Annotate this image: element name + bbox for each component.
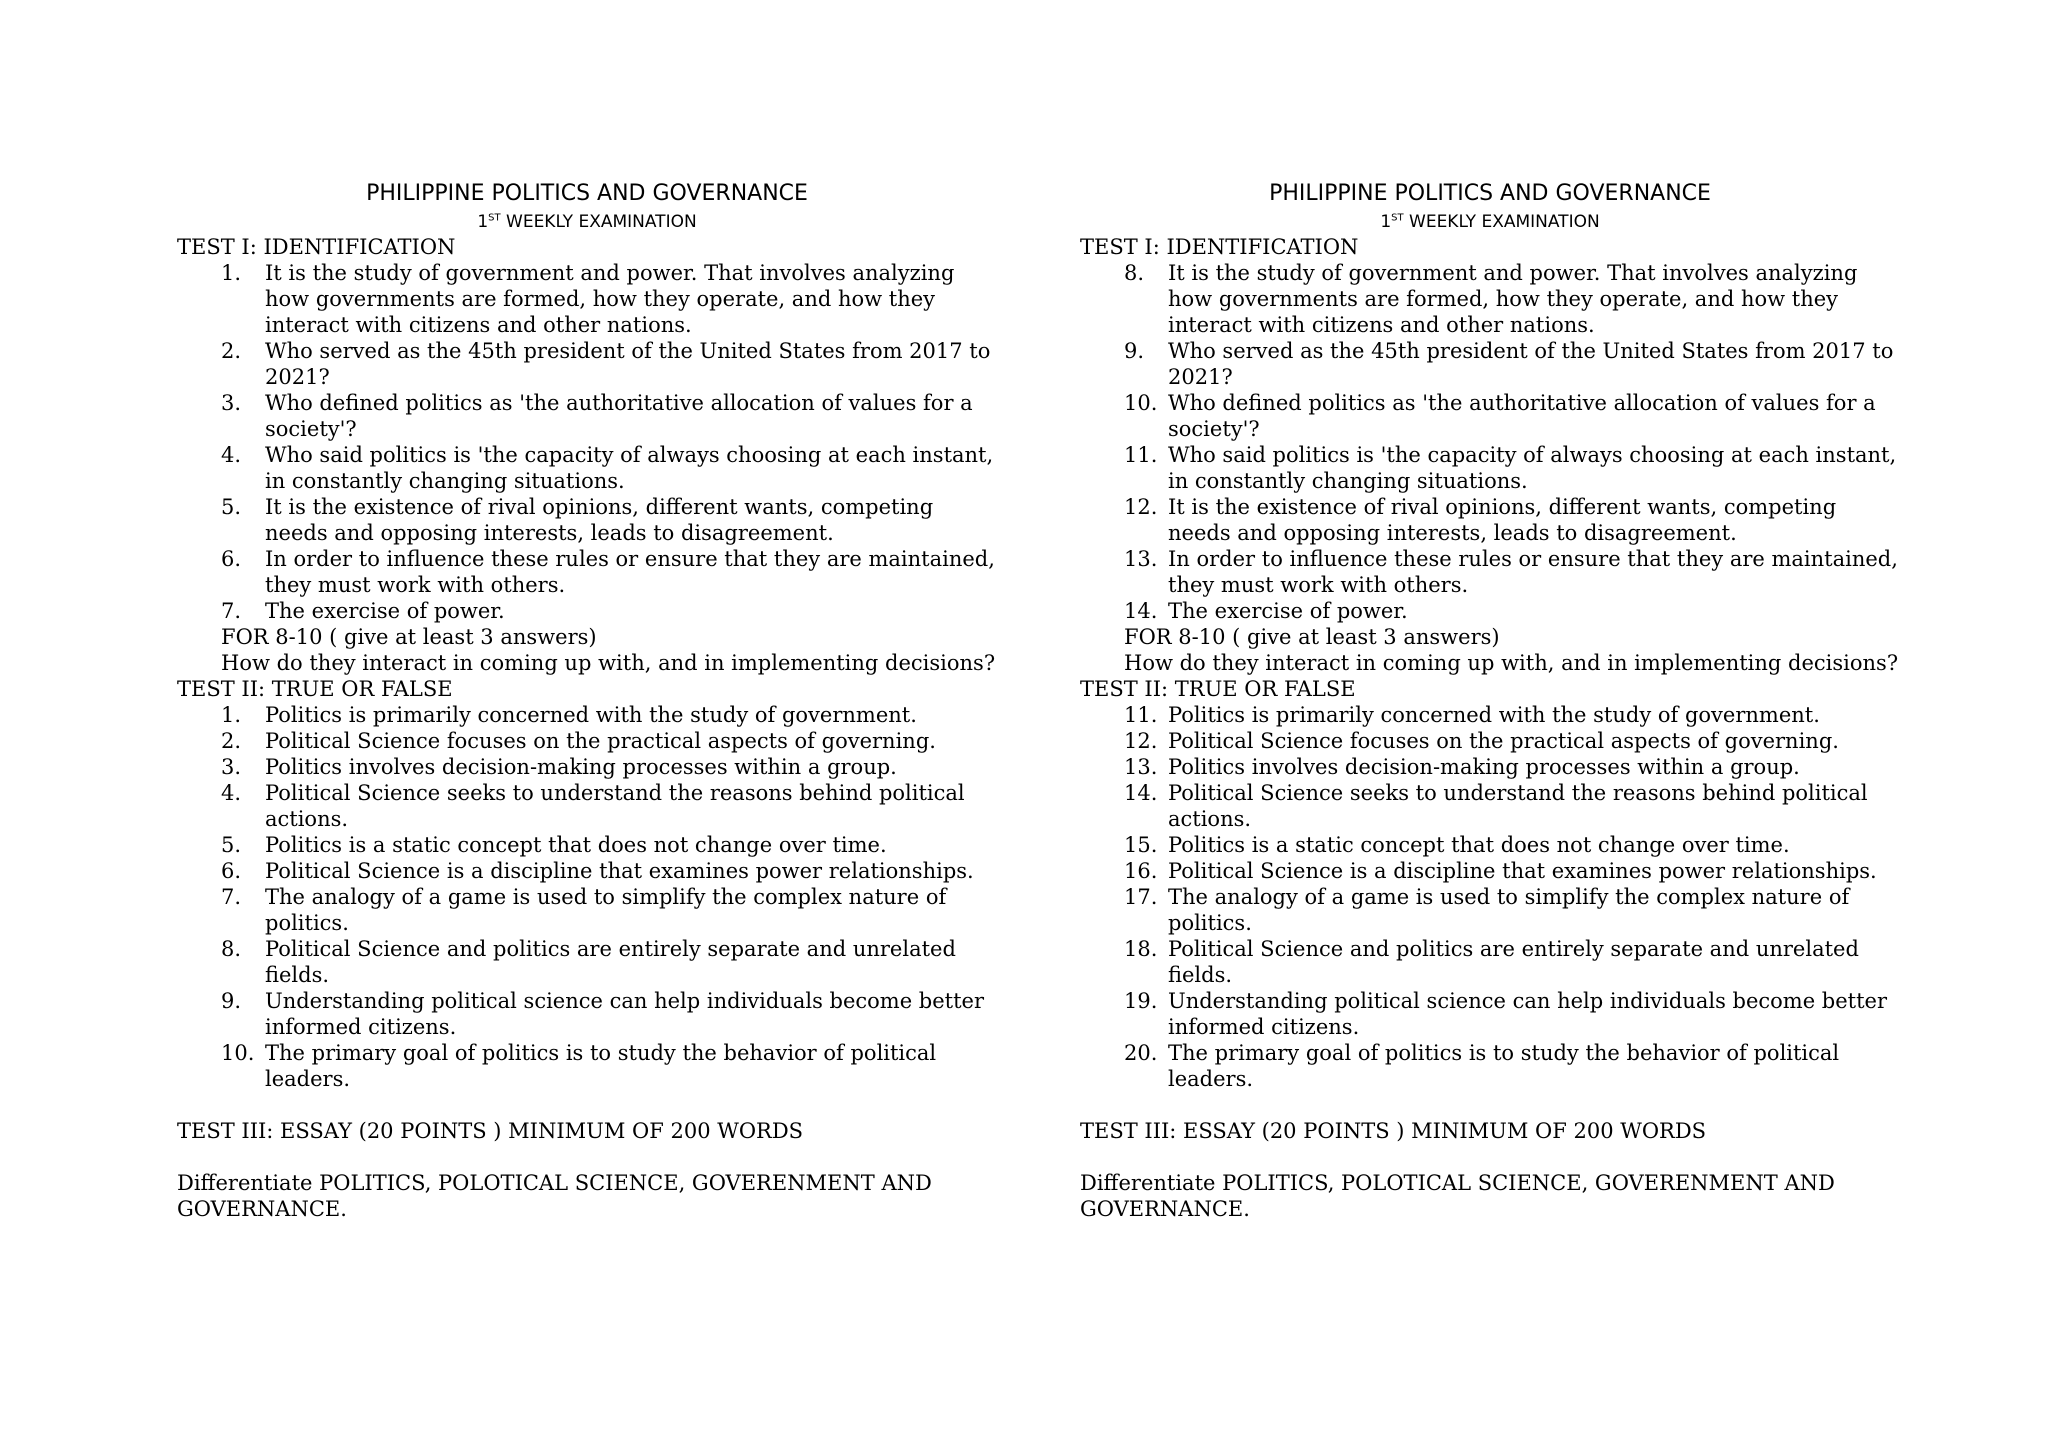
- list-item: [1080, 494, 1900, 546]
- test1-list: [1080, 260, 1900, 624]
- item-text: It is the existence of rival opinions, different wants, competing needs and opposing interests, leads to disagreement.: [265, 495, 934, 545]
- header: [1080, 178, 1900, 234]
- list-item: [1080, 780, 1900, 832]
- test3-prompt: Differentiate POLITICS, POLOTICAL SCIENCE, GOVERENMENT AND GOVERNANCE.: [1080, 1171, 1835, 1221]
- list-item: [1080, 884, 1900, 936]
- subtitle-superscript: ST: [488, 212, 501, 224]
- item-number: 11.: [1124, 443, 1158, 467]
- item-number: 14.: [1124, 599, 1158, 623]
- spacer: [177, 1092, 997, 1118]
- list-item: [1080, 1040, 1900, 1092]
- exam-title: PHILIPPINE POLITICS AND GOVERNANCE: [366, 181, 808, 206]
- item-number: 6.: [221, 859, 242, 883]
- list-item: [1080, 546, 1900, 598]
- header: [177, 178, 997, 234]
- item-text: Political Science seeks to understand the reasons behind political actions.: [1168, 781, 1868, 831]
- item-text: Political Science seeks to understand the reasons behind political actions.: [265, 781, 965, 831]
- item-number: 19.: [1124, 989, 1158, 1013]
- item-number: 7.: [221, 885, 242, 909]
- subtitle-number: 1: [1380, 212, 1392, 232]
- item-text: The analogy of a game is used to simplify the complex nature of politics.: [265, 885, 947, 935]
- subtitle-text: WEEKLY EXAMINATION: [1403, 212, 1600, 232]
- item-text: Who served as the 45th president of the United States from 2017 to 2021?: [265, 339, 991, 389]
- item-number: 8.: [221, 937, 242, 961]
- item-number: 4.: [221, 443, 242, 467]
- list-item: [177, 1040, 997, 1092]
- test3-prompt: Differentiate POLITICS, POLOTICAL SCIENCE, GOVERENMENT AND GOVERNANCE.: [177, 1171, 932, 1221]
- item-text: Politics is primarily concerned with the study of government.: [265, 703, 917, 727]
- item-text: Political Science focuses on the practical aspects of governing.: [1168, 729, 1839, 753]
- list-item: [1080, 702, 1900, 728]
- item-number: 10.: [1124, 391, 1158, 415]
- list-item: [1080, 338, 1900, 390]
- test2-list: [1080, 702, 1900, 1092]
- item-text: The exercise of power.: [265, 599, 505, 623]
- item-text: Understanding political science can help individuals become better informed citizens.: [1168, 989, 1888, 1039]
- test1-note: FOR 8-10 ( give at least 3 answers): [1124, 625, 1500, 649]
- exam-sheet-right: [1080, 178, 1900, 1222]
- item-number: 4.: [221, 781, 242, 805]
- list-item: [177, 546, 997, 598]
- item-text: Political Science and politics are entirely separate and unrelated fields.: [1168, 937, 1859, 987]
- subtitle-text: WEEKLY EXAMINATION: [500, 212, 697, 232]
- item-number: 16.: [1124, 859, 1158, 883]
- item-number: 3.: [221, 755, 242, 779]
- list-item: [1080, 832, 1900, 858]
- item-number: 11.: [1124, 703, 1158, 727]
- list-item: [177, 936, 997, 988]
- list-item: [177, 858, 997, 884]
- item-number: 20.: [1124, 1041, 1158, 1065]
- item-text: Political Science and politics are entirely separate and unrelated fields.: [265, 937, 956, 987]
- item-text: In order to influence these rules or ensure that they are maintained, they must work with others.: [1168, 547, 1898, 597]
- item-number: 8.: [1124, 261, 1145, 285]
- item-number: 6.: [221, 547, 242, 571]
- test1-note: FOR 8-10 ( give at least 3 answers): [221, 625, 597, 649]
- item-text: Political Science focuses on the practical aspects of governing.: [265, 729, 936, 753]
- list-item: [177, 494, 997, 546]
- item-number: 2.: [221, 339, 242, 363]
- item-number: 2.: [221, 729, 242, 753]
- exam-title: PHILIPPINE POLITICS AND GOVERNANCE: [1269, 181, 1711, 206]
- list-item: [177, 780, 997, 832]
- item-number: 10.: [221, 1041, 255, 1065]
- item-text: Politics is a static concept that does not change over time.: [265, 833, 887, 857]
- item-text: Politics is primarily concerned with the study of government.: [1168, 703, 1820, 727]
- test1-heading: TEST I: IDENTIFICATION: [1080, 235, 1359, 259]
- item-text: Who served as the 45th president of the United States from 2017 to 2021?: [1168, 339, 1894, 389]
- list-item: [177, 728, 997, 754]
- test1-question: How do they interact in coming up with, and in implementing decisions?: [221, 651, 996, 675]
- list-item: [1080, 442, 1900, 494]
- test3-heading: TEST III: ESSAY (20 POINTS ) MINIMUM OF 200 WORDS: [177, 1119, 804, 1143]
- item-text: It is the study of government and power. That involves analyzing how governments are formed, how they operate, and how they interact with citizens and other nations.: [1168, 261, 1858, 337]
- spacer: [1080, 1092, 1900, 1118]
- list-item: [177, 338, 997, 390]
- item-number: 5.: [221, 833, 242, 857]
- list-item: [177, 598, 997, 624]
- subtitle-number: 1: [477, 212, 489, 232]
- test1-heading: TEST I: IDENTIFICATION: [177, 235, 456, 259]
- list-item: [177, 442, 997, 494]
- item-text: Politics involves decision-making processes within a group.: [1168, 755, 1800, 779]
- item-text: It is the study of government and power. That involves analyzing how governments are formed, how they operate, and how they interact with citizens and other nations.: [265, 261, 955, 337]
- item-number: 7.: [221, 599, 242, 623]
- item-number: 12.: [1124, 729, 1158, 753]
- list-item: [177, 702, 997, 728]
- spacer: [177, 1144, 997, 1170]
- item-number: 17.: [1124, 885, 1158, 909]
- item-text: The exercise of power.: [1168, 599, 1408, 623]
- item-text: Who defined politics as 'the authoritative allocation of values for a society'?: [1168, 391, 1876, 441]
- subtitle-superscript: ST: [1391, 212, 1404, 224]
- item-number: 3.: [221, 391, 242, 415]
- item-text: In order to influence these rules or ensure that they are maintained, they must work with others.: [265, 547, 995, 597]
- item-number: 15.: [1124, 833, 1158, 857]
- list-item: [1080, 988, 1900, 1040]
- list-item: [1080, 754, 1900, 780]
- list-item: [1080, 936, 1900, 988]
- item-text: It is the existence of rival opinions, different wants, competing needs and opposing interests, leads to disagreement.: [1168, 495, 1837, 545]
- list-item: [177, 754, 997, 780]
- list-item: [1080, 390, 1900, 442]
- item-text: Who defined politics as 'the authoritative allocation of values for a society'?: [265, 391, 973, 441]
- item-number: 13.: [1124, 755, 1158, 779]
- test2-list: [177, 702, 997, 1092]
- exam-subtitle: [177, 210, 997, 234]
- exam-sheet-left: [177, 178, 997, 1222]
- item-number: 9.: [1124, 339, 1145, 363]
- test3-heading: TEST III: ESSAY (20 POINTS ) MINIMUM OF 200 WORDS: [1080, 1119, 1707, 1143]
- item-number: 13.: [1124, 547, 1158, 571]
- test1-question: How do they interact in coming up with, and in implementing decisions?: [1124, 651, 1899, 675]
- exam-subtitle: [1080, 210, 1900, 234]
- item-text: Political Science is a discipline that examines power relationships.: [265, 859, 974, 883]
- item-number: 12.: [1124, 495, 1158, 519]
- item-number: 1.: [221, 703, 242, 727]
- test1-list: [177, 260, 997, 624]
- item-text: The primary goal of politics is to study the behavior of political leaders.: [1168, 1041, 1840, 1091]
- list-item: [177, 390, 997, 442]
- item-text: The primary goal of politics is to study the behavior of political leaders.: [265, 1041, 937, 1091]
- item-text: Understanding political science can help individuals become better informed citizens.: [265, 989, 985, 1039]
- test2-heading: TEST II: TRUE OR FALSE: [1080, 677, 1356, 701]
- item-text: Politics involves decision-making processes within a group.: [265, 755, 897, 779]
- list-item: [177, 884, 997, 936]
- item-number: 18.: [1124, 937, 1158, 961]
- item-text: Political Science is a discipline that examines power relationships.: [1168, 859, 1877, 883]
- list-item: [177, 260, 997, 338]
- item-text: Who said politics is 'the capacity of always choosing at each instant, in constantly changing situations.: [265, 443, 994, 493]
- item-text: The analogy of a game is used to simplify the complex nature of politics.: [1168, 885, 1850, 935]
- list-item: [1080, 260, 1900, 338]
- item-number: 5.: [221, 495, 242, 519]
- item-text: Politics is a static concept that does not change over time.: [1168, 833, 1790, 857]
- item-text: Who said politics is 'the capacity of always choosing at each instant, in constantly changing situations.: [1168, 443, 1897, 493]
- item-number: 9.: [221, 989, 242, 1013]
- list-item: [1080, 728, 1900, 754]
- list-item: [177, 988, 997, 1040]
- item-number: 14.: [1124, 781, 1158, 805]
- item-number: 1.: [221, 261, 242, 285]
- test2-heading: TEST II: TRUE OR FALSE: [177, 677, 453, 701]
- list-item: [1080, 598, 1900, 624]
- spacer: [1080, 1144, 1900, 1170]
- list-item: [177, 832, 997, 858]
- list-item: [1080, 858, 1900, 884]
